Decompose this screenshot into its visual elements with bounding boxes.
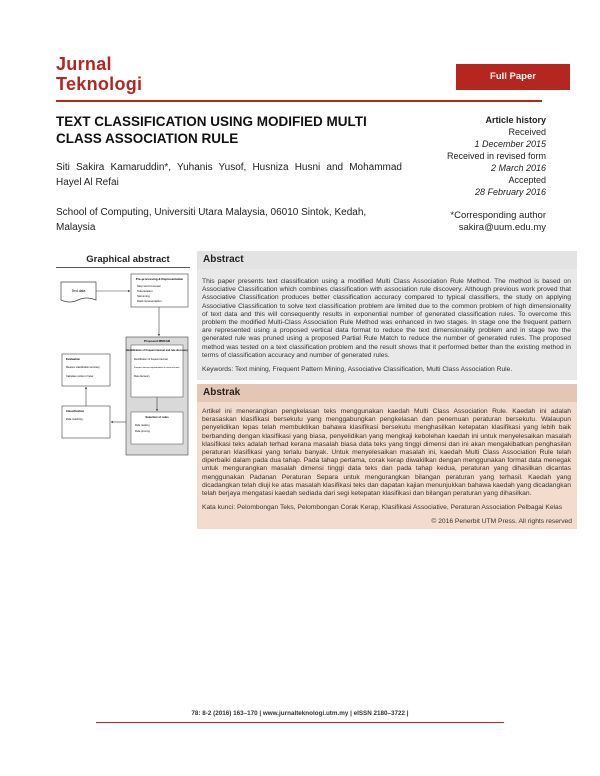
selection-item: Rule ranking xyxy=(135,424,150,427)
evaluation-title: Evaluation xyxy=(66,357,81,361)
identify-item: Identification of frequent itemset xyxy=(134,358,168,361)
graphical-abstract-divider xyxy=(56,267,190,268)
identification-title: Identification of frequent itemset and rule discovery xyxy=(126,349,188,352)
preprocessing-title: Pre-processing & Representation xyxy=(135,277,184,281)
corresponding-label: *Corresponding author xyxy=(450,210,546,221)
abstract-header xyxy=(197,251,577,269)
article-history xyxy=(420,114,546,198)
classification-title: Classification xyxy=(66,409,85,413)
prep-item: Tokenization xyxy=(137,289,153,293)
eval-item: Calculate number of rules xyxy=(66,375,94,378)
mmcar-title: Proposed MMCAR xyxy=(143,339,171,343)
paper-affiliation: School of Computing, Universiti Utara Malaysia, 06010 Sintok, Kedah, Malaysia xyxy=(56,207,367,233)
graphical-abstract-heading: Graphical abstract xyxy=(86,254,170,265)
corresponding-email[interactable]: sakira@uum.edu.my xyxy=(458,222,546,233)
selection-title: Selection of rules xyxy=(145,415,169,419)
abstract-text: This paper presents text classification using a modified Multi Class Association Rule Method. The method is based on Associative Classification which combines classification with association rule discovery. Although previous work proved that Associative Classification produces better classification accuracy compared to typical classifiers, the study on applying Associative Classification to solve text classification problem are limited due to the common problem of high dimensionality of text data and this will consequently results in exponential number of generated classification rules. To overcome this problem the modified Multi-Class Association Rule Method was enhanced in two stages. In stage one the frequent pattern are represented using a proposed vertical data format to reduce the text dimensionality problem and in stage two the generated rule was pruned using a proposed Partial Rule Match to reduce the number of generated rules. The proposed method was tested on a text classification problem and the result shows that it performed better than the existing method in terms of classification accuracy and number of generated rules. xyxy=(202,278,571,359)
copyright-notice: © 2016 Penerbit UTM Press. All rights reserved xyxy=(431,518,572,525)
abstract-heading: Abstract xyxy=(203,254,244,265)
history-accepted-date: 28 February 2016 xyxy=(474,187,546,197)
history-received-date: 1 December 2015 xyxy=(474,139,546,149)
abstrak-keywords: Kata kunci: Pelombongan Teks, Pelombongan Corak Kerap, Klasifikasi Associative, Peraturan Association Pelbagai Kelas xyxy=(202,504,563,511)
journal-name-line1: Jurnal xyxy=(56,54,112,74)
text-data-label: Text data xyxy=(71,289,86,293)
header-divider xyxy=(56,100,542,102)
paper-title: TEXT CLASSIFICATION USING MODIFIED MULTI CLASS ASSOCIATION RULE xyxy=(56,114,367,146)
abstract-keywords: Keywords: Text mining, Frequent Pattern Mining, Associative Classification, Multi Class Association Rule. xyxy=(202,366,513,373)
class-item: Rule matching xyxy=(66,418,83,421)
history-heading: Article history xyxy=(485,115,546,125)
corresponding-author xyxy=(404,210,546,234)
abstrak-text: Artikel ini menerangkan pengkelasan teks menggunakan kaedah Multi Class Association Rule. Kaedah ini adalah berasaskan klasifikasi bersekutu yang menggabungkan pengkelasan dan penemuan peraturan bersekutu. Walaupun penyelidikan lepas telah membuktikan bahawa klasifikasi bersekutu menghasilkan ketepatan klasifikasi yang lebih baik berbanding dengan klasifikasi yang biasa, penyelidikan yang mengkaji kebolehan kaedah ini untuk menyelesaikan masalah klasifikasi teks adalah terhad kerana masalah biasa data teks yang tinggi dimensi dan ini akan mengakibatkan penghasilan peraturan klasifikasi yang terlalu banyak. Untuk menyelesaikan masalah ini, kaedah Multi Class Association Rule telah diperbaiki dalam pada dua tahap. Pada tahap pertama, corak kerap diwakilkan dengan menggunakan format data menegak untuk mengurangkan masalah dimensi tinggi data teks dan pada tahap kedua, peraturan yang dihasilkan dicantas menggunakan Padanan Peraturan Separa untuk mengurangkan bilangan peraturan yang terhasil. Kaedah yang dicadangkan telah diuji ke atas masalah klasifikasi teks dan dapatan kajian menunjukkan bahawa kaedah yang dicadangkan telah berjaya mengatasi kaedah sediada dari segi ketepatan klasifikasi dan bilangan peraturan yang dihasilkan. xyxy=(202,408,571,498)
paper-authors: Siti Sakira Kamaruddin*, Yuhanis Yusof, Husniza Husni and Mohammad Hayel Al Refai xyxy=(56,162,402,188)
prep-item: Stemming xyxy=(137,294,150,298)
selection-item: Rule pruning xyxy=(135,430,150,433)
full-paper-badge: Full Paper xyxy=(456,64,570,90)
page-footer: 78: 8-2 (2016) 163–170 | www.jurnalteknologi.utm.my | eISSN 2180–3722 | xyxy=(191,710,409,717)
journal-name-line2: Teknologi xyxy=(56,74,143,94)
identify-item: Rule discovery xyxy=(134,375,150,378)
prep-item: Data representation xyxy=(137,299,162,303)
eval-item: Measure classification accuracy xyxy=(66,366,100,369)
identify-item: Frequent itemset representation in vertical format xyxy=(134,367,180,369)
prep-item: Stop word removal xyxy=(137,284,161,288)
graphical-abstract-diagram xyxy=(56,272,190,482)
history-accepted-label: Accepted xyxy=(508,175,546,185)
abstrak-header xyxy=(197,384,577,402)
abstrak-heading: Abstrak xyxy=(203,387,241,398)
journal-name xyxy=(56,54,142,94)
footer-divider xyxy=(96,722,504,723)
history-revised-label: Received in revised form xyxy=(446,151,546,161)
history-revised-date: 2 March 2016 xyxy=(490,163,546,173)
history-received-label: Received xyxy=(508,127,546,137)
identification-box xyxy=(131,345,183,397)
